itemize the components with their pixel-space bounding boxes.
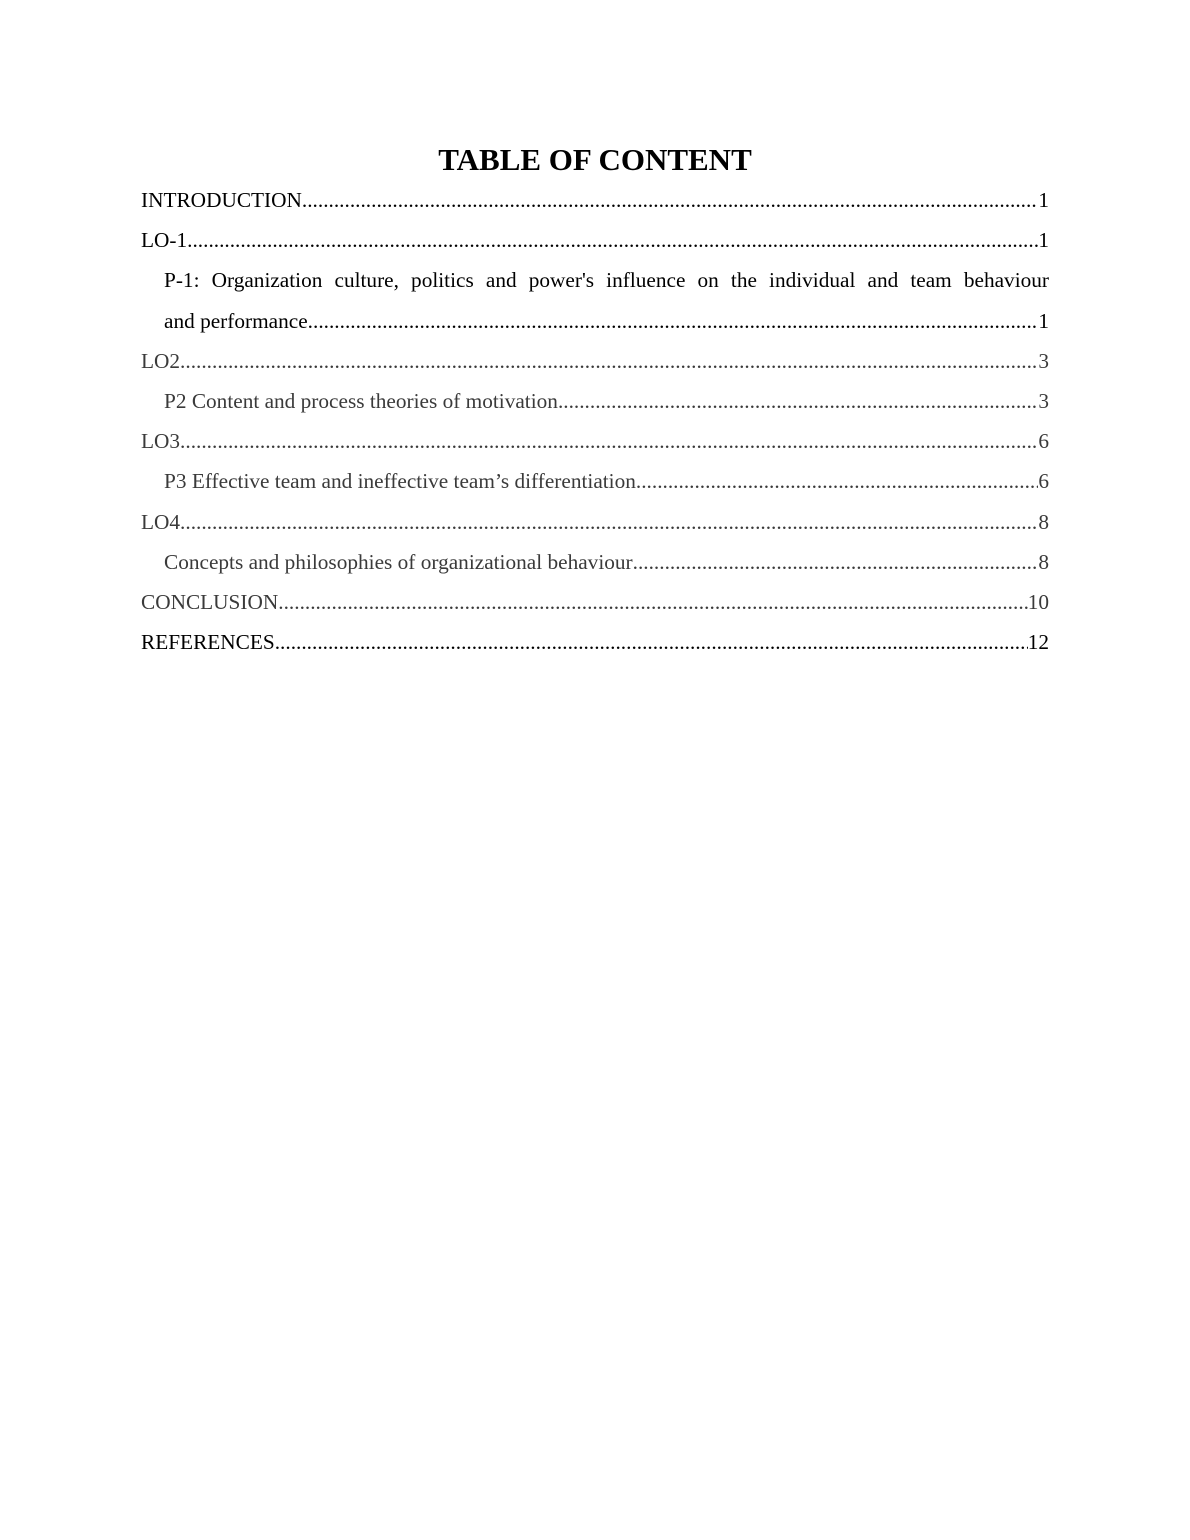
toc-entry-label: Concepts and philosophies of organizational behaviour (164, 549, 633, 574)
toc-entry-lo3[interactable] (141, 421, 1049, 461)
toc-entry-lo2[interactable] (141, 341, 1049, 381)
toc-entry-label: LO4 (141, 509, 181, 534)
dot-leader (636, 461, 1038, 501)
toc-entry-lo-1[interactable] (141, 220, 1049, 260)
toc-page-number: 6 (1038, 429, 1049, 454)
toc-list (141, 180, 1049, 662)
toc-page-number: 8 (1038, 509, 1049, 534)
toc-entry-label: P2 Content and process theories of motivation (164, 389, 558, 414)
toc-page-number: 3 (1038, 348, 1049, 373)
toc-entry-introduction[interactable] (141, 180, 1049, 220)
toc-title: TABLE OF CONTENT (438, 142, 752, 177)
toc-entry-references[interactable] (141, 622, 1049, 662)
toc-entry-label: INTRODUCTION (141, 188, 302, 212)
toc-page-number: 1 (1038, 228, 1049, 253)
toc-page-number: 1 (1038, 308, 1049, 333)
dot-leader (180, 421, 1038, 461)
toc-entry-label: P3 Effective team and ineffective team’s differentiation (164, 469, 636, 494)
toc-entry-label-line-1: P-1: Organization culture, politics and power's influence on the individual and team behaviour (164, 268, 1049, 293)
toc-entry-label: REFERENCES (141, 630, 275, 655)
toc-page-number: 8 (1038, 549, 1049, 574)
toc-page-number: 1 (1038, 188, 1049, 212)
dot-leader (633, 542, 1039, 582)
toc-page-number: 12 (1027, 630, 1049, 655)
dot-leader (187, 220, 1038, 260)
dot-leader (180, 341, 1038, 381)
toc-entry-label: LO-1 (141, 228, 188, 253)
dot-leader (558, 381, 1038, 421)
dot-leader (302, 180, 1038, 220)
toc-entry-concepts[interactable] (141, 542, 1049, 582)
toc-entry-label: CONCLUSION (141, 590, 279, 615)
toc-page-number: 3 (1038, 389, 1049, 414)
toc-entry-label: LO2 (141, 348, 181, 373)
toc-page-number: 10 (1027, 590, 1049, 615)
dot-leader (308, 301, 1039, 341)
toc-entry-label: LO3 (141, 429, 181, 454)
table-of-contents (141, 140, 1049, 662)
dot-leader (275, 622, 1028, 662)
toc-entry-lo4[interactable] (141, 502, 1049, 542)
dot-leader (278, 582, 1027, 622)
toc-entry-label-line-2: and performance (164, 308, 308, 333)
toc-entry-conclusion[interactable] (141, 582, 1049, 622)
toc-entry-p-1[interactable] (141, 260, 1049, 340)
toc-page-number: 6 (1038, 469, 1049, 494)
toc-entry-p2[interactable] (141, 381, 1049, 421)
toc-entry-p3[interactable] (141, 461, 1049, 501)
dot-leader (180, 502, 1038, 542)
